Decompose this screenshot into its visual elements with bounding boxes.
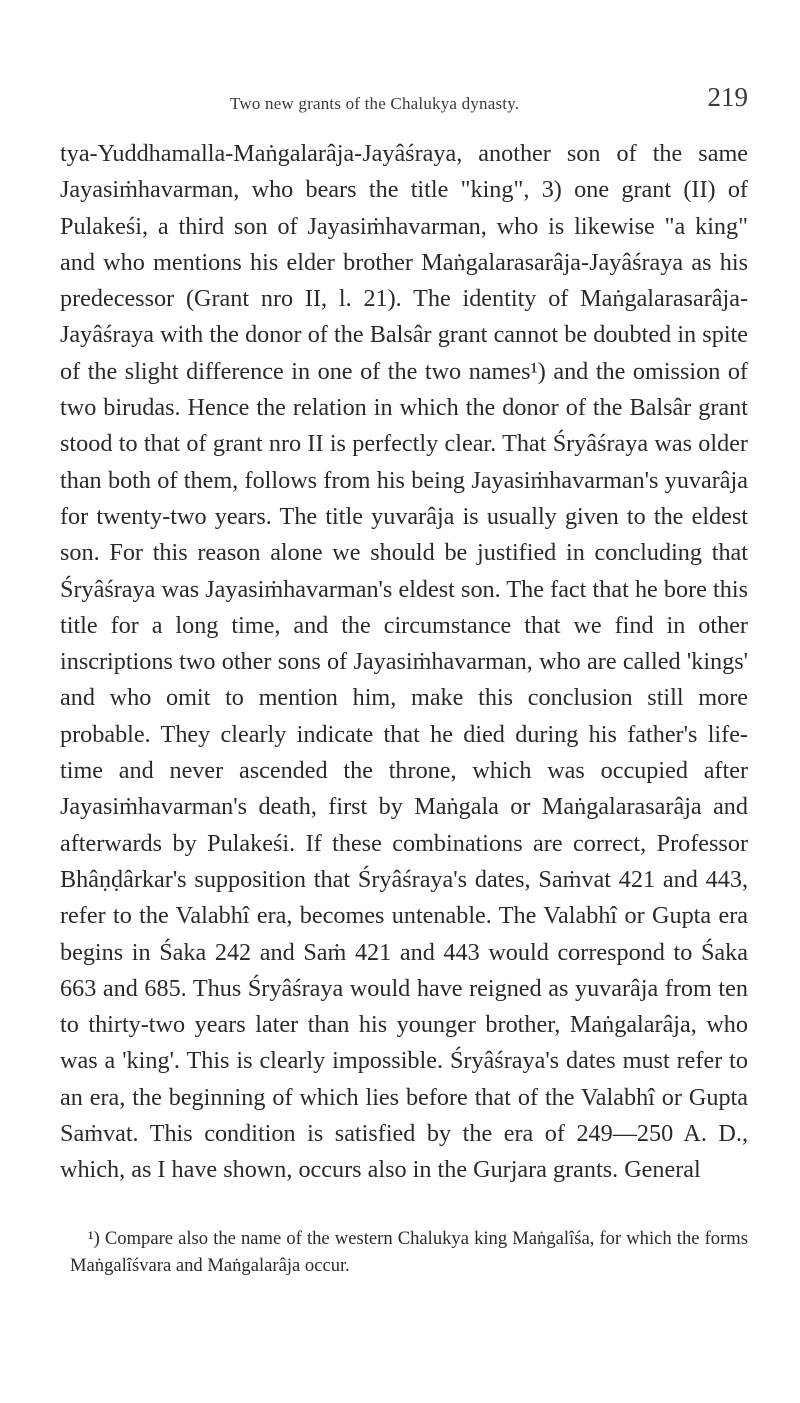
page-number: 219 xyxy=(707,82,748,112)
footnotes xyxy=(60,1225,748,1279)
footnote-1: ¹) Compare also the name of the western Chalukya king Maṅgalîśa, for which the forms Maṅgalîśvara and Maṅgalarâja occur. xyxy=(70,1227,748,1276)
running-title: Two new grants of the Chalukya dynasty. xyxy=(230,94,520,113)
body-text xyxy=(60,136,748,1189)
body-paragraph: tya-Yuddhamalla-Maṅgalarâja-Jayâśraya, another son of the same Jayasiṁhavarman, who bears the title "king", 3) one grant (II) of Pulakeśi, a third son of Jayasiṁhavarman, who is likewise "a king" and who mentions his elder brother Maṅgalarasarâja-Jayâśraya as his predecessor (Grant nro II, l. 21). The identity of Maṅgalarasarâja-Jayâśraya with the donor of the Balsâr grant cannot be doubted in spite of the slight difference in one of the two names¹) and the omission of two birudas. Hence the relation in which the donor of the Balsâr grant stood to that of grant nro II is perfectly clear. That Śryâśraya was older than both of them, follows from his being Jayasiṁhavarman's yuvarâja for twenty-two years. The title yuvarâja is usually given to the eldest son. For this reason alone we should be justified in concluding that Śryâśraya was Jayasiṁhavarman's eldest son. The fact that he bore this title for a long time, and the circumstance that we find in other inscriptions two other sons of Jayasiṁhavarman, who are called 'kings' and who omit to mention him, make this conclusion still more probable. They clearly indicate that he died during his father's life-time and never ascended the throne, which was occupied after Jayasiṁhavarman's death, first by Maṅgala or Maṅgalarasarâja and afterwards by Pulakeśi. If these combinations are correct, Professor Bhâṇḍârkar's supposition that Śryâśraya's dates, Saṁvat 421 and 443, refer to the Valabhî era, becomes untenable. The Valabhî or Gupta era begins in Śaka 242 and Saṁ 421 and 443 would correspond to Śaka 663 and 685. Thus Śryâśraya would have reigned as yuvarâja from ten to thirty-two years later than his younger brother, Maṅgalarâja, who was a 'king'. This is clearly impossible. Śryâśraya's dates must refer to an era, the beginning of which lies before that of the Valabhî or Gupta Saṁvat. This condition is satisfied by the era of 249—250 A. D., which, as I have shown, occurs also in the Gurjara grants. General xyxy=(60,140,748,1184)
running-head xyxy=(60,72,748,112)
